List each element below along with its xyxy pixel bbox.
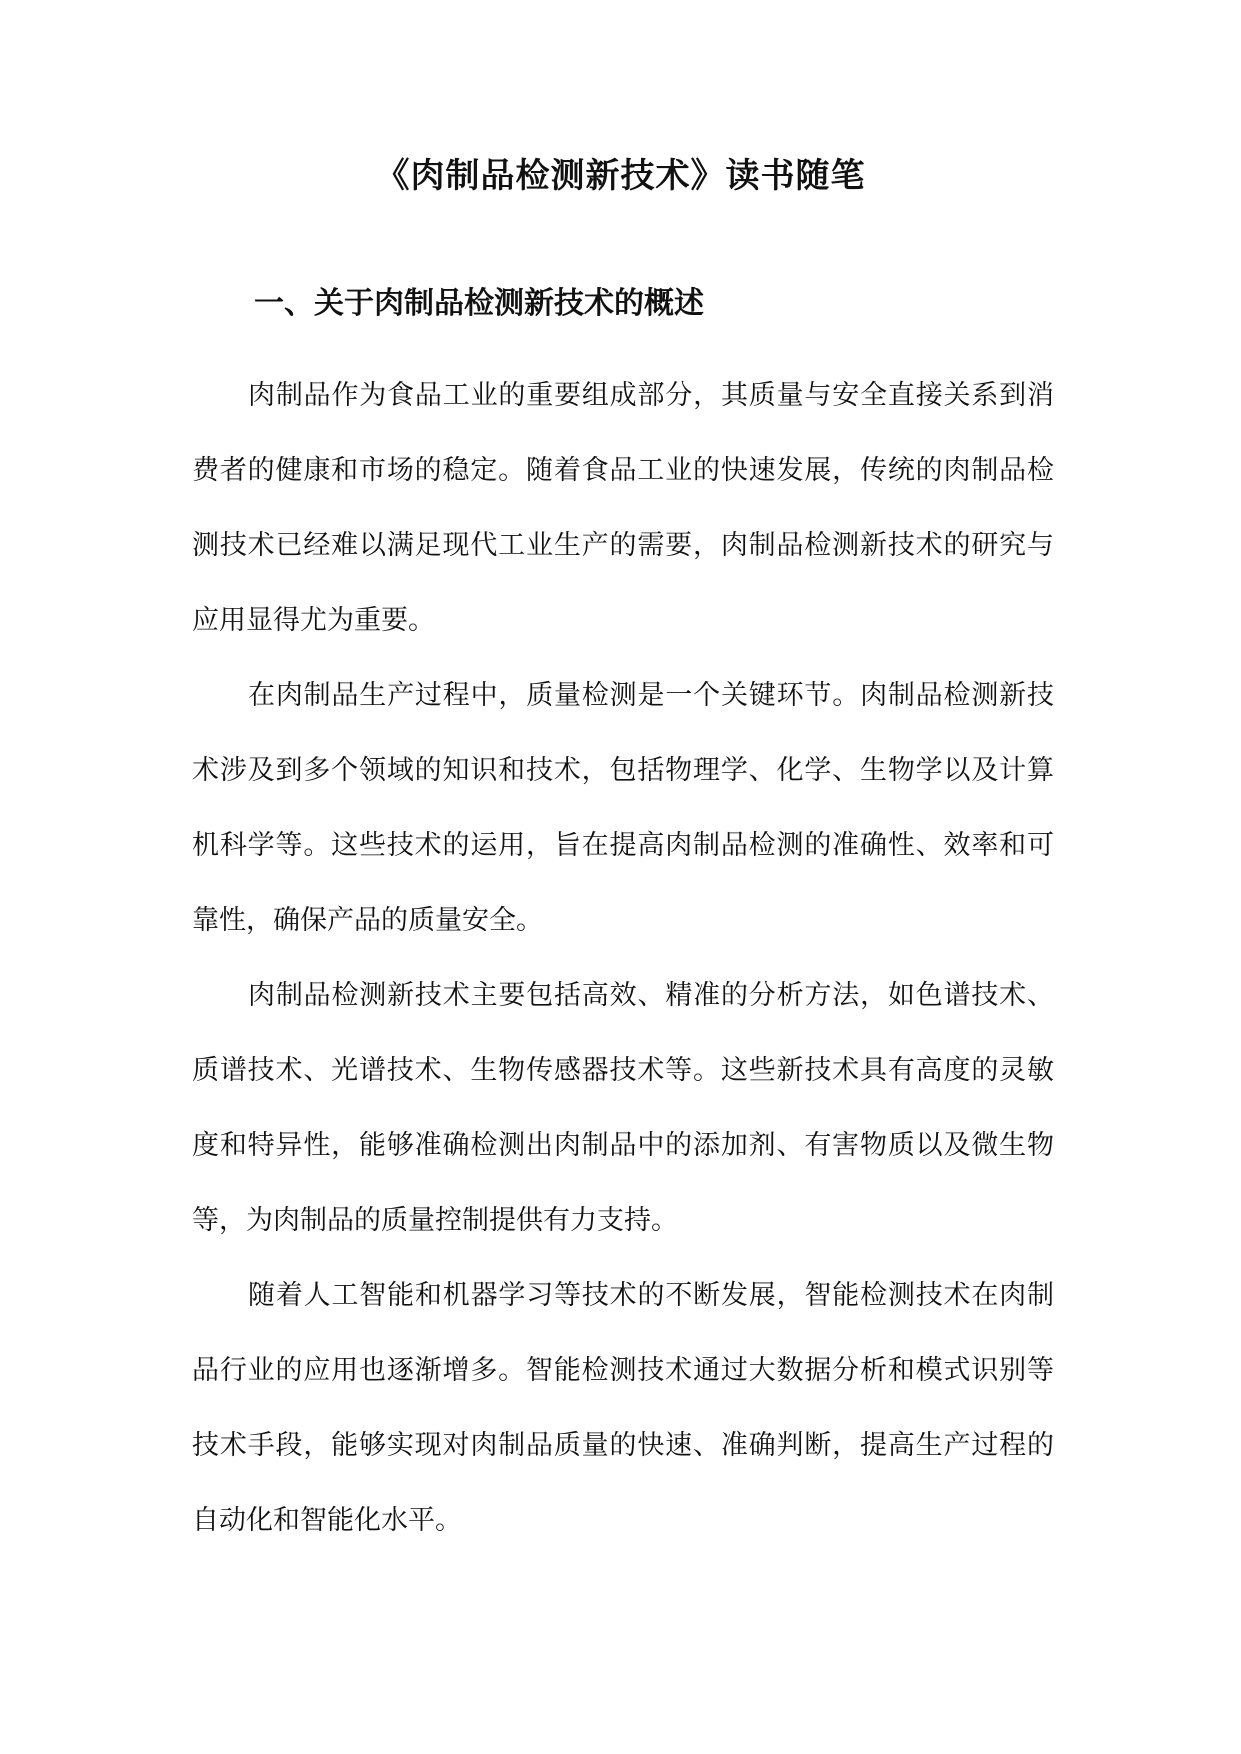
paragraph-4: 随着人工智能和机器学习等技术的不断发展，智能检测技术在肉制品行业的应用也逐渐增多。智能检测技术通过大数据分析和模式识别等技术手段，能够实现对肉制品质量的快速、准确判断，提高生产过程的自动化和智能化水平。 — [192, 1280, 1054, 1536]
paragraph-3: 肉制品检测新技术主要包括高效、精准的分析方法，如色谱技术、质谱技术、光谱技术、生物传感器技术等。这些新技术具有高度的灵敏度和特异性，能够准确检测出肉制品中的添加剂、有害物质以及微生物等，为肉制品的质量控制提供有力支持。 — [192, 980, 1054, 1236]
body-text — [192, 358, 1054, 1558]
section-heading: 一、关于肉制品检测新技术的概述 — [254, 286, 704, 321]
paragraph-1: 肉制品作为食品工业的重要组成部分，其质量与安全直接关系到消费者的健康和市场的稳定。随着食品工业的快速发展，传统的肉制品检测技术已经难以满足现代工业生产的需要，肉制品检测新技术的研究与应用显得尤为重要。 — [192, 380, 1054, 636]
paragraph-2: 在肉制品生产过程中，质量检测是一个关键环节。肉制品检测新技术涉及到多个领域的知识和技术，包括物理学、化学、生物学以及计算机科学等。这些技术的运用，旨在提高肉制品检测的准确性、效率和可靠性，确保产品的质量安全。 — [192, 680, 1054, 936]
document-title: 《肉制品检测新技术》读书随笔 — [375, 156, 866, 196]
